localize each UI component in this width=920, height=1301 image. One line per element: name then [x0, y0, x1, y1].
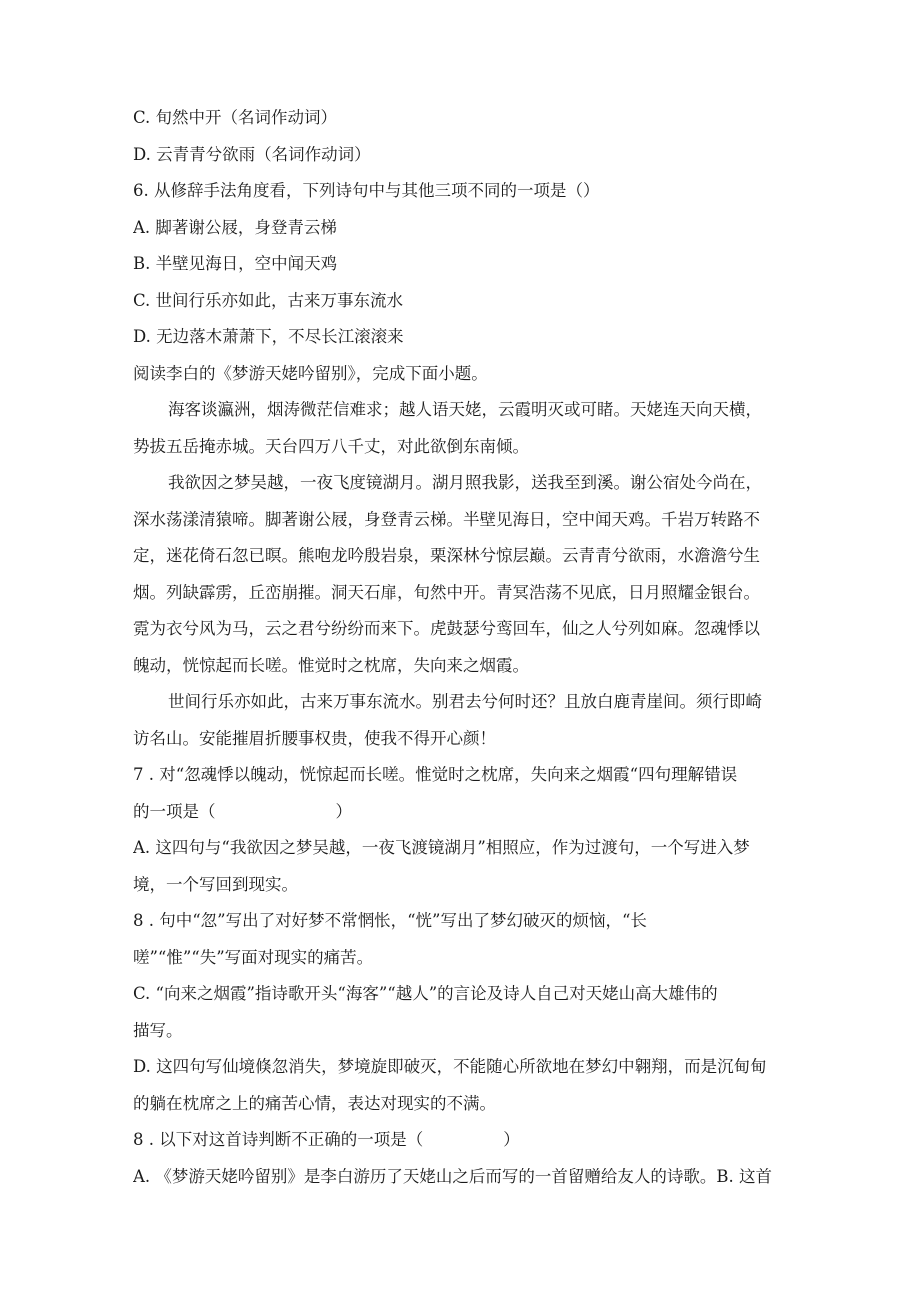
reading-instruction: 阅读李白的《梦游天姥吟留别》，完成下面小题。 — [133, 363, 488, 383]
poem-line: 我欲因之梦吴越，一夜飞度镜湖月。湖月照我影，送我至到溪。谢公宿处今尚在， — [168, 473, 762, 492]
poem-line: 定，迷花倚石忽已暝。熊咆龙吟殷岩泉，栗深林兮惊层巅。云青青兮欲雨，水澹澹兮生 — [133, 546, 760, 565]
q6-option-c: C. 世间行乐亦如此，古来万事东流水 — [133, 290, 404, 310]
q8-stem-close: ） — [503, 1130, 520, 1149]
document-page — [133, 100, 793, 1195]
question-7-stem-cont — [133, 794, 793, 831]
poem-line: 势拔五岳掩赤城。天台四万八千丈，对此欲倒东南倾。 — [133, 436, 529, 456]
q7-option-a-cont: 境，一个写回到现实。 — [133, 874, 298, 894]
option-c-line: C. 旬然中开（名词作动词） — [133, 108, 338, 127]
poem-line: 海客谈瀛洲，烟涛微茫信难求；越人语天姥，云霞明灭或可睹。天姥连天向天横， — [168, 400, 762, 419]
question-6-stem: 6. 从修辞手法角度看，下列诗句中与其他三项不同的一项是（） — [133, 181, 600, 200]
q7-option-d-cont: 的躺在枕席之上的痛苦心情，表达对现实的不满。 — [133, 1093, 496, 1113]
q6-option-a: A. 脚著谢公屐，身登青云梯 — [133, 217, 337, 237]
poem-line: 访名山。安能摧眉折腰事权贵，使我不得开心颜！ — [133, 728, 496, 748]
q6-option-b: B. 半壁见海日，空中闻天鸡 — [133, 254, 338, 273]
q7-option-c: C. “向来之烟霞”指诗歌开头“海客”“越人”的言论及诗人自己对天姥山高大雄伟的 — [133, 984, 718, 1003]
q7-option-b: 8 . 句中“忽”写出了对好梦不常惘怅，“恍”写出了梦幻破灭的烦恼，“长 — [133, 911, 647, 930]
q6-option-d: D. 无边落木萧萧下，不尽长江滚滚来 — [133, 327, 404, 346]
poem-line: 深水荡漾清猿啼。脚著谢公屐，身登青云梯。半壁见海日，空中闻天鸡。千岩万转路不 — [133, 509, 760, 529]
q7-option-a: A. 这四句与“我欲因之梦吴越，一夜飞渡镜湖月”相照应，作为过渡句，一个写进入梦 — [133, 838, 750, 857]
q8-option-a: A. 《梦游天姥吟留别》是李白游历了天姥山之后而写的一首留赠给友人的诗歌。B. 这首 — [133, 1166, 773, 1186]
poem-line: 世间行乐亦如此，古来万事东流水。别君去兮何时还？且放白鹿青崖间。须行即崎 — [168, 692, 762, 711]
poem-line: 烟。列缺霹雳，丘峦崩摧。洞天石扉，旬然中开。青冥浩荡不见底，日月照耀金银台。 — [133, 582, 760, 602]
q7-option-b-cont: 嗟”“惟”“失”写面对现实的痛苦。 — [133, 947, 374, 967]
q7-stem-text: 的一项是（ — [133, 801, 216, 821]
poem-line: 魄动，恍惊起而长嗟。惟觉时之枕席，失向来之烟霞。 — [133, 655, 529, 675]
poem-line: 霓为衣兮风为马，云之君兮纷纷而来下。虎鼓瑟兮鸾回车，仙之人兮列如麻。忽魂悸以 — [133, 619, 760, 638]
question-8-stem — [133, 1122, 793, 1159]
q8-stem-text: 8 . 以下对这首诗判断不正确的一项是（ — [133, 1130, 424, 1149]
q7-option-c-cont: 描写。 — [133, 1020, 183, 1040]
question-7-stem: 7 . 对“忽魂悸以魄动，恍惊起而长嗟。惟觉时之枕席，失向来之烟霞“四句理解错误 — [133, 765, 738, 784]
q7-option-d: D. 这四句写仙境倏忽消失，梦境旋即破灭，不能随心所欲地在梦幻中翱翔，而是沉甸甸 — [133, 1057, 767, 1076]
option-d-line: D. 云青青兮欲雨（名词作动词） — [133, 144, 371, 164]
q7-stem-close: ） — [335, 801, 352, 821]
